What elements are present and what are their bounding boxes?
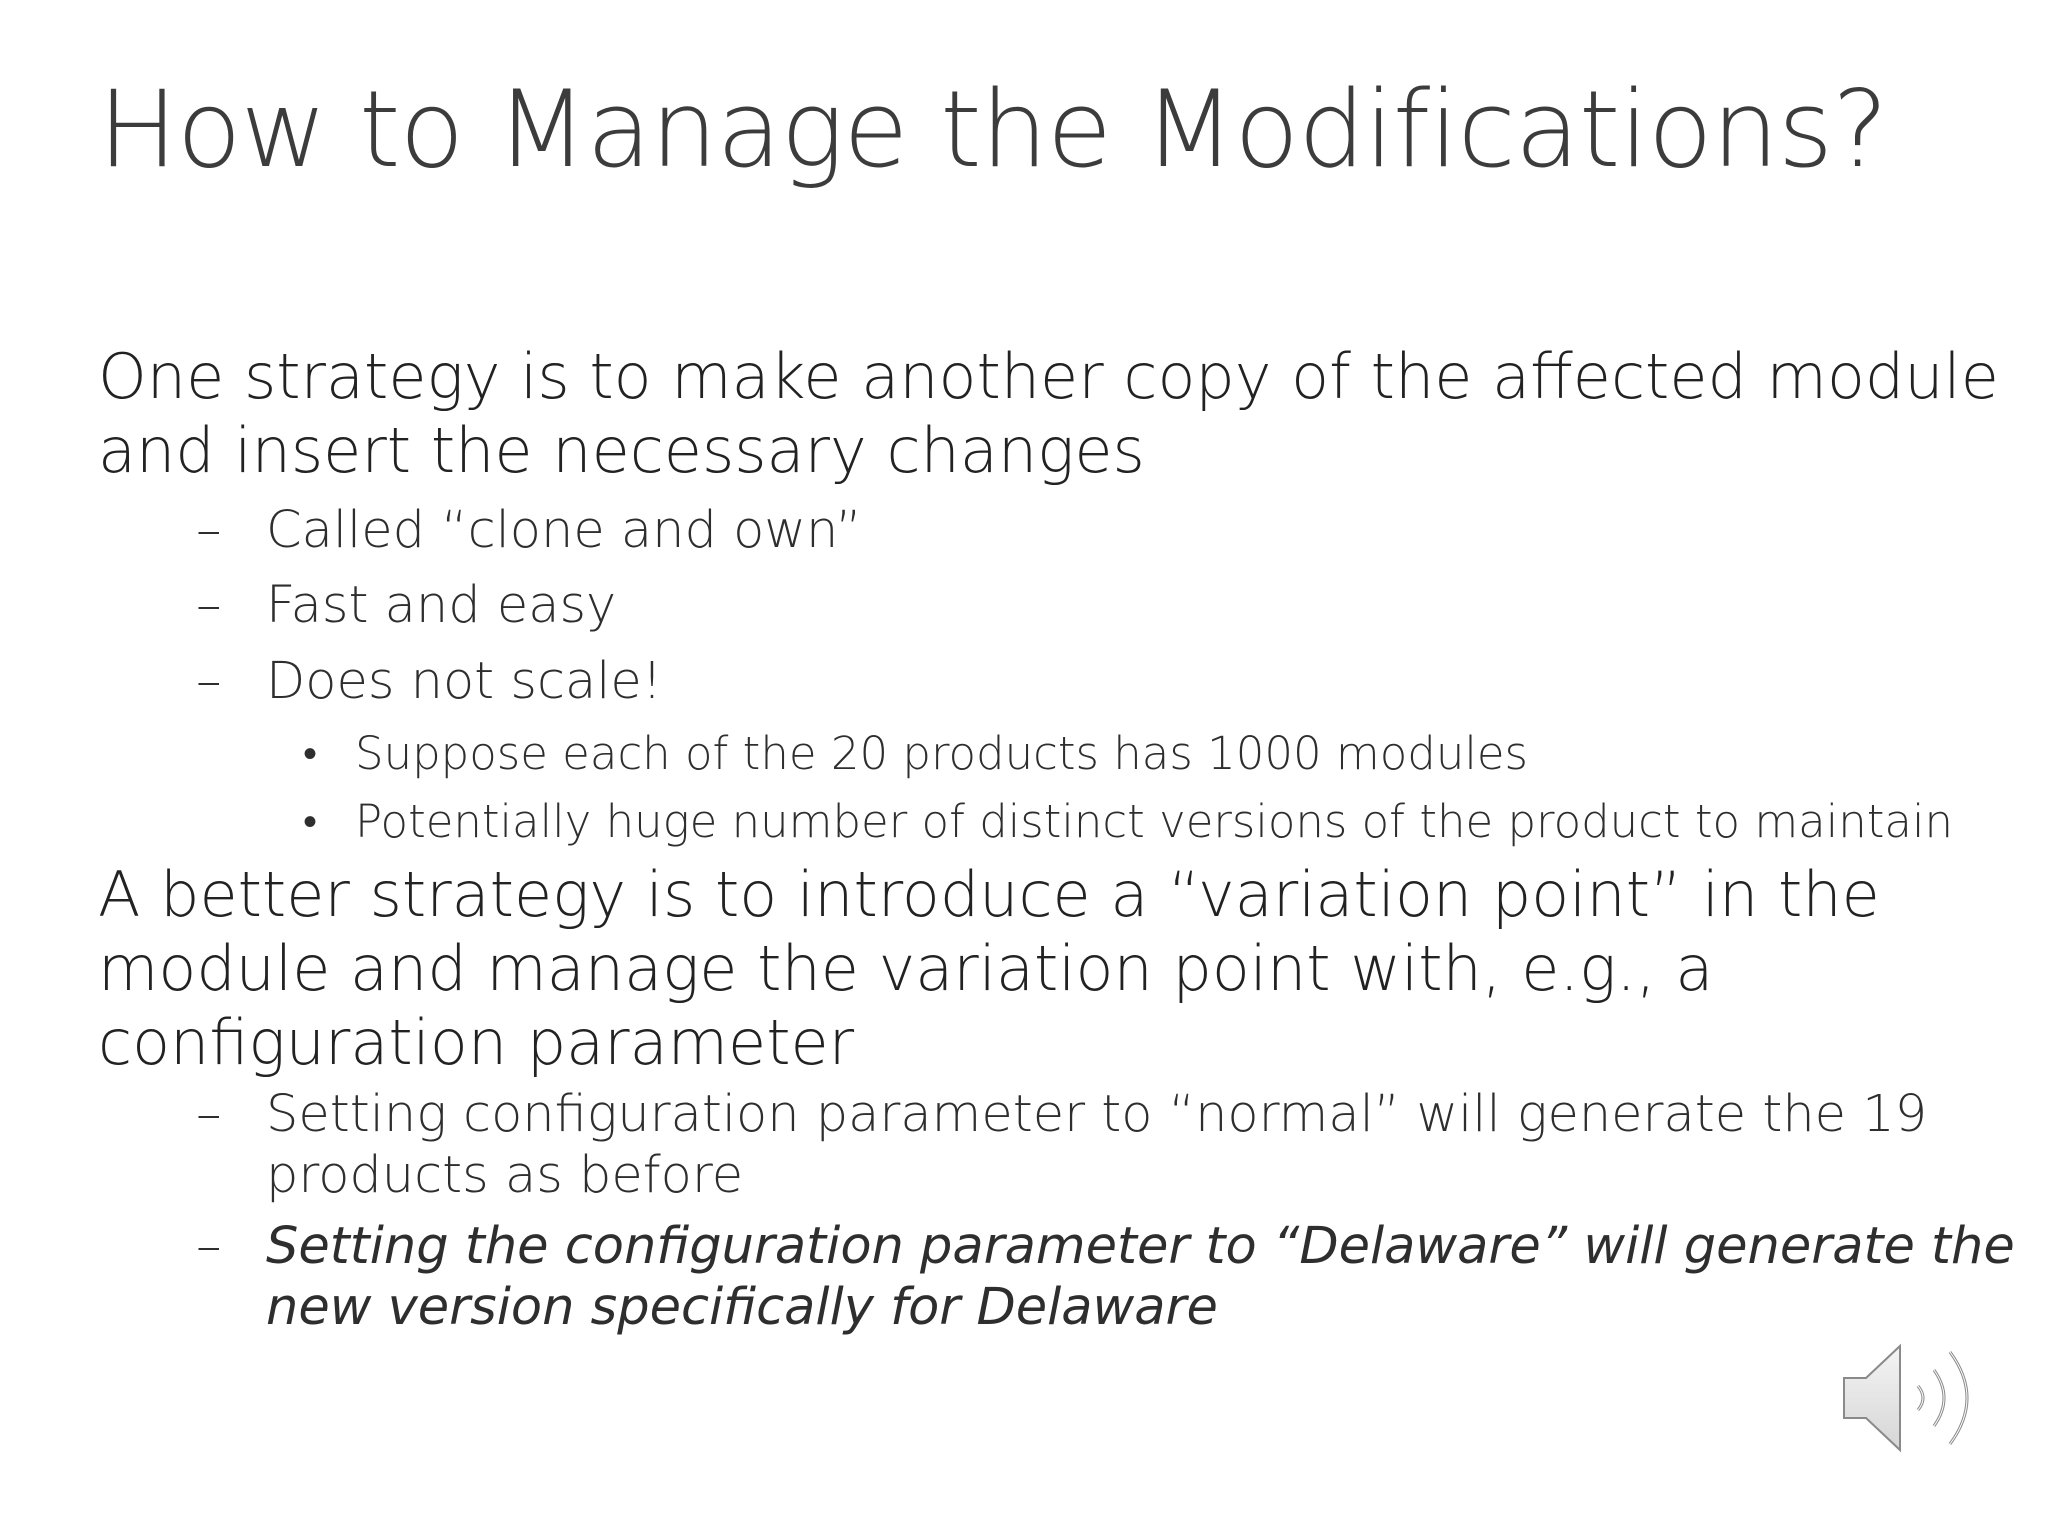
strategy-2-point-line-1: Setting configuration parameter to “normal” will generate the 19 [266, 1085, 1928, 1144]
dash-marker: – [196, 652, 222, 711]
strategy-2-point [98, 1084, 2028, 1206]
dash-marker: – [196, 501, 222, 560]
strategy-2-line-1: A better strategy is to introduce a “variation point” in the [98, 858, 1880, 931]
bullet-marker: • [303, 799, 318, 845]
strategy-1-subpoint [98, 788, 2028, 856]
strategy-1-point [98, 494, 2028, 568]
speaker-icon-graphic [1838, 1338, 1998, 1458]
strategy-2-paragraph [98, 858, 2028, 1080]
slide-title: How to Manage the Modifications? [98, 68, 1888, 191]
dash-marker: – [196, 1217, 222, 1276]
strategy-1-point-text: Called “clone and own” [266, 501, 862, 560]
strategy-1-point-text: Fast and easy [266, 576, 617, 635]
strategy-1-subpoint-text: Potentially huge number of distinct versions of the product to maintain [355, 795, 1954, 848]
strategy-2-line-2: module and manage the variation point with, e.g., a [98, 932, 1714, 1005]
dash-marker: – [196, 1085, 222, 1144]
strategy-1-paragraph [98, 340, 2028, 488]
slide-content [98, 340, 2028, 1338]
strategy-2-point-line-1: Setting the configuration parameter to “Delaware” will generate the [266, 1217, 2015, 1276]
strategy-2-point-line-2: products as before [266, 1146, 744, 1205]
strategy-2-line-3: configuration parameter [98, 1006, 855, 1079]
dash-marker: – [196, 576, 222, 635]
strategy-2-point-line-2: new version specifically for Delaware [266, 1278, 1218, 1337]
strategy-1-line-1: One strategy is to make another copy of the affected module [98, 340, 1999, 413]
strategy-1-line-2: and insert the necessary changes [98, 414, 1145, 487]
strategy-1-point [98, 568, 2028, 644]
bullet-marker: • [303, 731, 318, 777]
strategy-1-point-text: Does not scale! [266, 652, 663, 711]
speaker-icon[interactable] [1838, 1338, 1998, 1458]
strategy-1-subpoint-text: Suppose each of the 20 products has 1000 modules [355, 727, 1528, 780]
strategy-2-point [98, 1216, 2028, 1338]
strategy-1-point [98, 644, 2028, 720]
strategy-1-subpoint [98, 720, 2028, 788]
